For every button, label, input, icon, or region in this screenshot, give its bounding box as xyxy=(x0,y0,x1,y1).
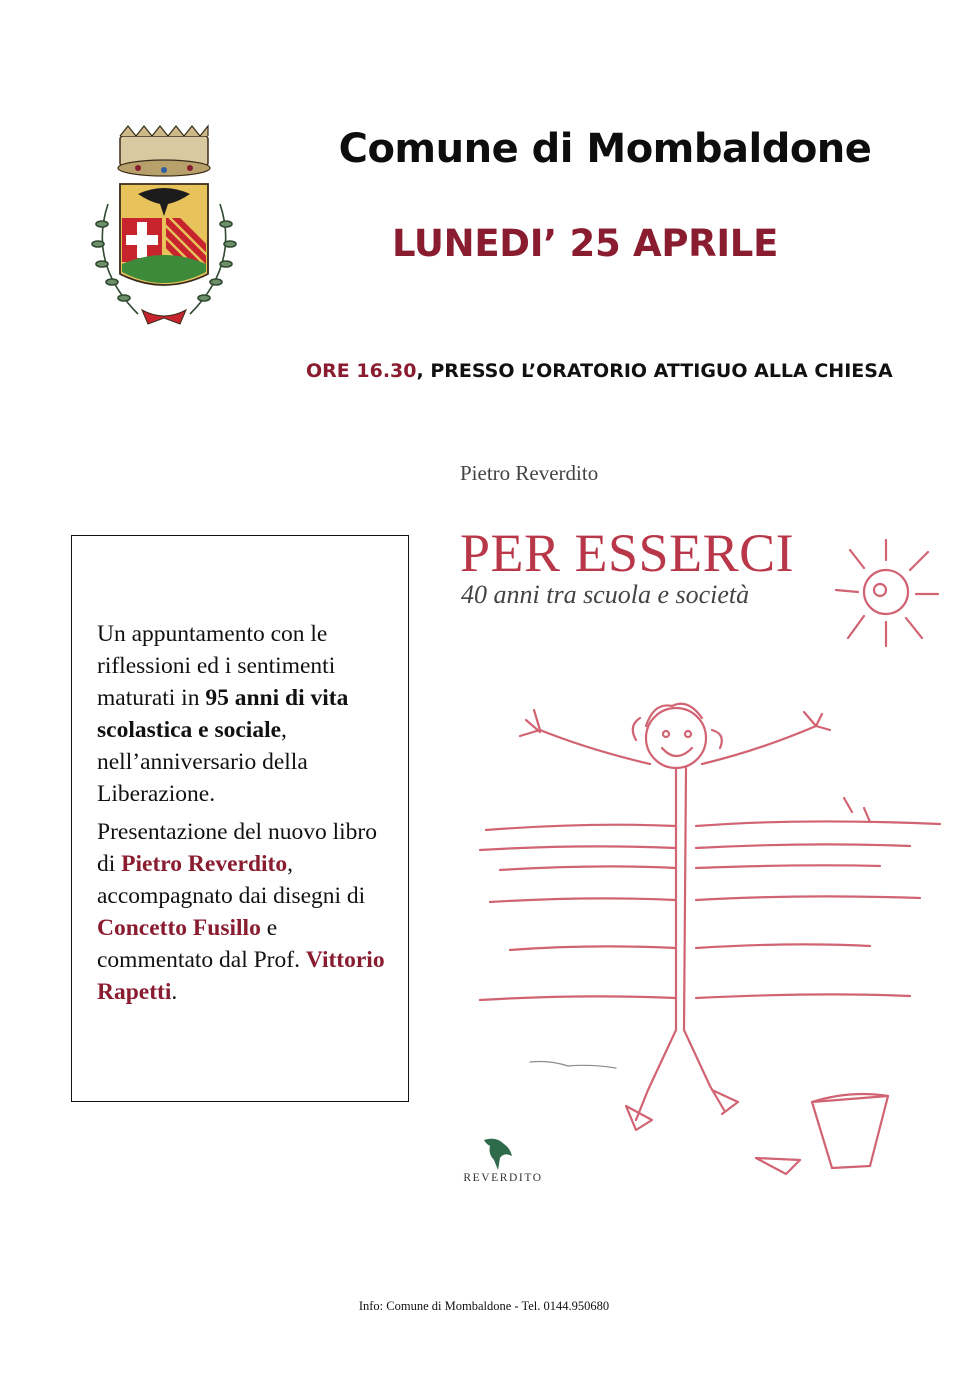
commentator-name: Vittorio Rapetti xyxy=(97,947,385,1005)
illustrator-name: Concetto Fusillo xyxy=(97,915,261,941)
coat-of-arms-icon xyxy=(68,124,248,330)
page-title: Comune di Mombaldone xyxy=(338,126,872,172)
event-time: ORE 16.30 xyxy=(306,360,417,382)
book-author: Pietro Reverdito xyxy=(460,461,599,485)
book-subtitle: 40 anni tra scuola e società xyxy=(461,580,750,609)
years-highlight: 95 anni di vita scolastica e sociale xyxy=(97,685,349,743)
event-time-location xyxy=(306,360,906,382)
stick-figure-drawing xyxy=(440,530,960,1190)
publisher-name: REVERDITO xyxy=(463,1172,543,1184)
event-date: LUNEDI’ 25 APRILE xyxy=(391,222,779,265)
book-title: PER ESSERCI xyxy=(460,523,795,583)
description-paragraph-1: Un appuntamento con le riflessioni ed i sentimenti maturati in 95 anni di vita scolastica e sociale, nell’anniversario della Liberazione. xyxy=(97,621,349,807)
description-text xyxy=(97,618,397,1014)
event-location: , PRESSO L’ORATORIO ATTIGUO ALLA CHIESA xyxy=(416,360,893,382)
footer-info: Info: Comune di Mombaldone - Tel. 0144.950680 xyxy=(358,1299,610,1313)
bird-logo-icon xyxy=(478,1130,518,1172)
author-name: Pietro Reverdito xyxy=(121,851,288,877)
description-paragraph-2: Presentazione del nuovo libro di Pietro Reverdito, accompagnato dai disegni di Concetto Fusillo e commentato dal Prof. Vittorio Rapetti. xyxy=(97,819,385,1005)
